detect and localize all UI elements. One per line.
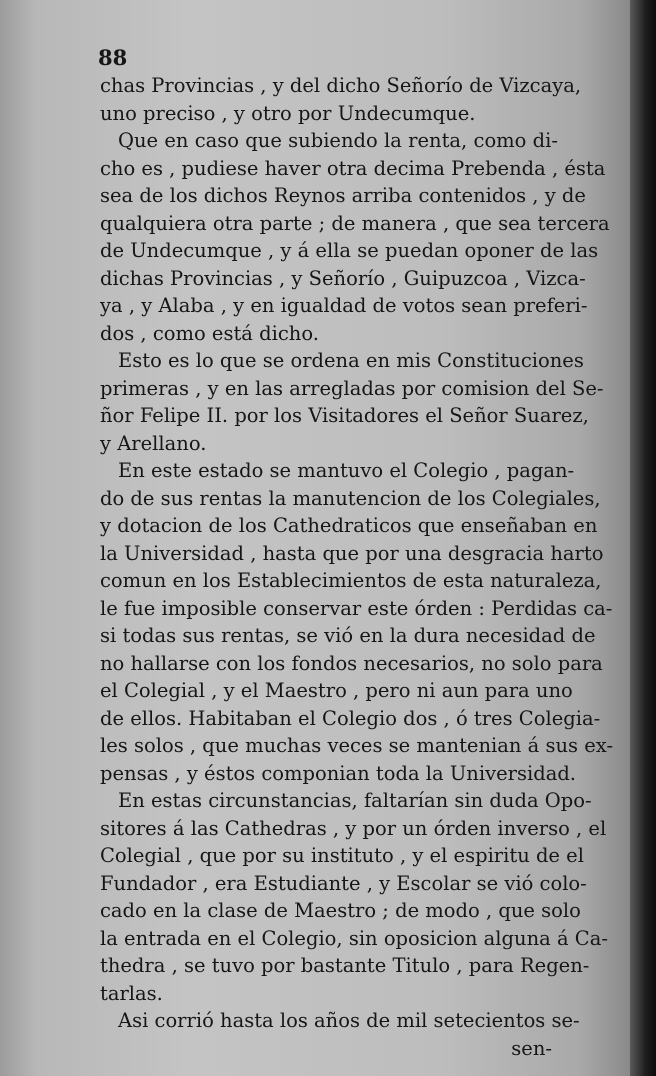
text-line: tarlas. <box>100 981 163 1005</box>
text-lines <box>100 72 614 1035</box>
text-line: thedra , se tuvo por bastante Titulo , para Regen- <box>100 954 590 977</box>
text-line: cado en la clase de Maestro ; de modo , que solo <box>100 899 581 922</box>
text-line: ya , y Alaba , y en igualdad de votos sean preferi- <box>100 294 588 317</box>
text-line: la Universidad , hasta que por una desgracia harto <box>100 541 604 565</box>
text-line: y Arellano. <box>100 431 207 455</box>
text-line: comun en los Establecimientos de esta naturaleza, <box>100 569 602 592</box>
text-line: ñor Felipe II. por los Visitadores el Señor Suarez, <box>100 404 589 427</box>
text-line: no hallarse con los fondos necesarios, no solo para <box>100 651 603 675</box>
text-line: uno preciso , y otro por Undecumque. <box>100 101 476 125</box>
text-line: si todas sus rentas, se vió en la dura necesidad de <box>100 624 596 647</box>
text-line: dichas Provincias , y Señorío , Guipuzcoa , Vizca- <box>100 266 586 290</box>
page-text-block <box>98 44 614 1062</box>
text-line: En estas circunstancias, faltarían sin duda Opo- <box>118 789 592 812</box>
text-line: cho es , pudiese haver otra decima Prebenda , ésta <box>100 156 606 180</box>
text-line: chas Provincias , y del dicho Señorío de Vizcaya, <box>100 74 582 97</box>
text-line: dos , como está dicho. <box>100 321 319 345</box>
text-line: sitores á las Cathedras , y por un órden inverso , el <box>100 816 607 840</box>
text-line: le fue imposible conservar este órden : Perdidas ca- <box>100 596 613 620</box>
text-line: primeras , y en las arregladas por comision del Se- <box>100 376 604 400</box>
text-line: qualquiera otra parte ; de manera , que sea tercera <box>100 211 610 235</box>
catchword: sen- <box>511 1036 552 1060</box>
text-line: pensas , y éstos componian toda la Universidad. <box>100 761 576 785</box>
text-line: En este estado se mantuvo el Colegio , pagan- <box>118 459 575 482</box>
book-gutter <box>630 0 656 1076</box>
text-line: Esto es lo que se ordena en mis Constituciones <box>118 349 584 372</box>
text-line: les solos , que muchas veces se mantenian á sus ex- <box>100 734 614 757</box>
text-line: de Undecumque , y á ella se puedan oponer de las <box>100 239 599 262</box>
text-line: Que en caso que subiendo la renta, como di- <box>118 129 558 152</box>
text-line: el Colegial , y el Maestro , pero ni aun para uno <box>100 679 573 702</box>
text-line: Asi corrió hasta los años de mil setecientos se- <box>118 1009 580 1032</box>
text-line: y dotacion de los Cathedraticos que enseñaban en <box>100 514 598 537</box>
text-line: de ellos. Habitaban el Colegio dos , ó tres Colegia- <box>100 706 601 730</box>
text-line: Colegial , que por su instituto , y el espiritu de el <box>100 844 584 867</box>
text-line: do de sus rentas la manutencion de los Colegiales, <box>100 486 601 510</box>
text-line: Fundador , era Estudiante , y Escolar se vió colo- <box>100 871 587 895</box>
text-line: la entrada en el Colegio, sin oposicion alguna á Ca- <box>100 926 608 950</box>
page-number: 88 <box>98 45 128 70</box>
text-line: sea de los dichos Reynos arriba contenidos , y de <box>100 184 586 207</box>
